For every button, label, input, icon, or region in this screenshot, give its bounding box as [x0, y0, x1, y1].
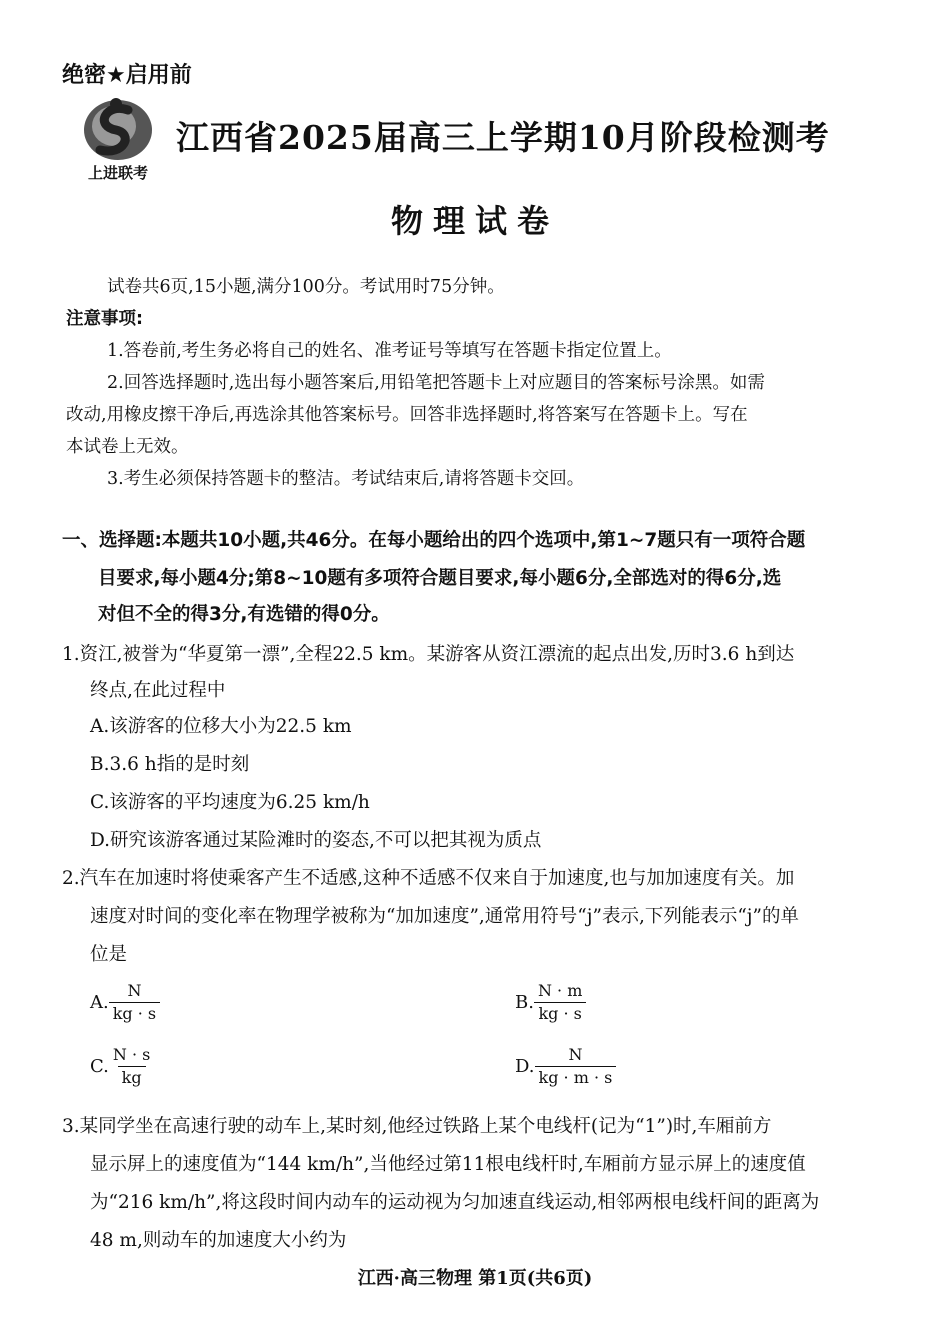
page-footer: 江西·高三物理 第1页(共6页) [357, 1268, 593, 1289]
fraction-numerator: N [127, 981, 142, 1000]
option-label: B. [515, 992, 534, 1013]
option-label: D. [515, 1056, 535, 1077]
question-1-stem-line: 终点,在此过程中 [90, 680, 226, 701]
notes-heading: 注意事项: [66, 309, 143, 329]
intro-text: 试卷共6页,15小题,满分100分。考试用时75分钟。 [107, 277, 505, 297]
unit-fraction [109, 980, 160, 1025]
fraction-numerator: N · s [112, 1045, 151, 1064]
logo-text: 上进联考 [87, 164, 148, 182]
subject-title: 物理试卷 [390, 202, 559, 240]
fraction-denominator: kg · s [109, 1002, 160, 1025]
question-2-option-c [90, 1044, 154, 1089]
question-2-option-b [515, 980, 586, 1025]
question-1-option-a: A.该游客的位移大小为22.5 km [90, 716, 352, 737]
question-1-stem: 1.资江,被誉为“华夏第一漂”,全程22.5 km。某游客从资江漂流的起点出发,历时3.6 h到达 [62, 644, 795, 665]
question-3-stem-line: 显示屏上的速度值为“144 km/h”,当他经过第11根电线杆时,车厢前方显示屏上的速度值 [90, 1154, 806, 1175]
question-3-stem-line: 为“216 km/h”,将这段时间内动车的运动视为匀加速直线运动,相邻两根电线杆间的距离为 [90, 1192, 820, 1213]
note-item: 3.考生必须保持答题卡的整洁。考试结束后,请将答题卡交回。 [107, 469, 585, 489]
question-2-stem: 2.汽车在加速时将使乘客产生不适感,这种不适感不仅来自于加速度,也与加加速度有关。加 [62, 868, 795, 889]
exam-title: 江西省2025届高三上学期10月阶段检测考 [176, 118, 830, 157]
question-2-option-d [515, 1044, 616, 1089]
note-item: 1.答卷前,考生务必将自己的姓名、准考证号等填写在答题卡指定位置上。 [107, 341, 672, 361]
section-heading: 一、选择题:本题共10小题,共46分。在每小题给出的四个选项中,第1~7题只有一项符合题 [62, 530, 806, 551]
question-2-stem-line: 速度对时间的变化率在物理学被称为“加加速度”,通常用符号“j”表示,下列能表示“j”的单 [90, 906, 799, 927]
unit-fraction [535, 1044, 617, 1089]
confidential-label: 绝密★启用前 [62, 63, 192, 88]
fraction-numerator: N [568, 1045, 583, 1064]
fraction-denominator: kg · s [534, 1002, 585, 1025]
exam-logo [76, 96, 160, 188]
logo-icon [76, 96, 160, 162]
fraction-denominator: kg [118, 1066, 146, 1089]
question-2-option-a [90, 980, 160, 1025]
section-heading-line: 目要求,每小题4分;第8~10题有多项符合题目要求,每小题6分,全部选对的得6分,选 [98, 568, 782, 589]
question-3-stem-line: 48 m,则动车的加速度大小约为 [90, 1230, 347, 1251]
fraction-denominator: kg · m · s [535, 1066, 617, 1089]
note-item: 改动,用橡皮擦干净后,再选涂其他答案标号。回答非选择题时,将答案写在答题卡上。写在 [66, 405, 748, 425]
unit-fraction [109, 1044, 154, 1089]
note-item: 本试卷上无效。 [66, 437, 189, 457]
unit-fraction [534, 980, 586, 1025]
option-label: A. [90, 992, 109, 1013]
question-2-stem-line: 位是 [90, 944, 128, 965]
fraction-numerator: N · m [537, 981, 583, 1000]
question-3-stem: 3.某同学坐在高速行驶的动车上,某时刻,他经过铁路上某个电线杆(记为“1”)时,车厢前方 [62, 1116, 772, 1137]
question-1-option-d: D.研究该游客通过某险滩时的姿态,不可以把其视为质点 [90, 830, 542, 851]
section-heading-line: 对但不全的得3分,有选错的得0分。 [98, 604, 390, 625]
option-label: C. [90, 1056, 109, 1077]
question-1-option-c: C.该游客的平均速度为6.25 km/h [90, 792, 370, 813]
note-item: 2.回答选择题时,选出每小题答案后,用铅笔把答题卡上对应题目的答案标号涂黑。如需 [107, 373, 765, 393]
question-1-option-b: B.3.6 h指的是时刻 [90, 754, 250, 775]
